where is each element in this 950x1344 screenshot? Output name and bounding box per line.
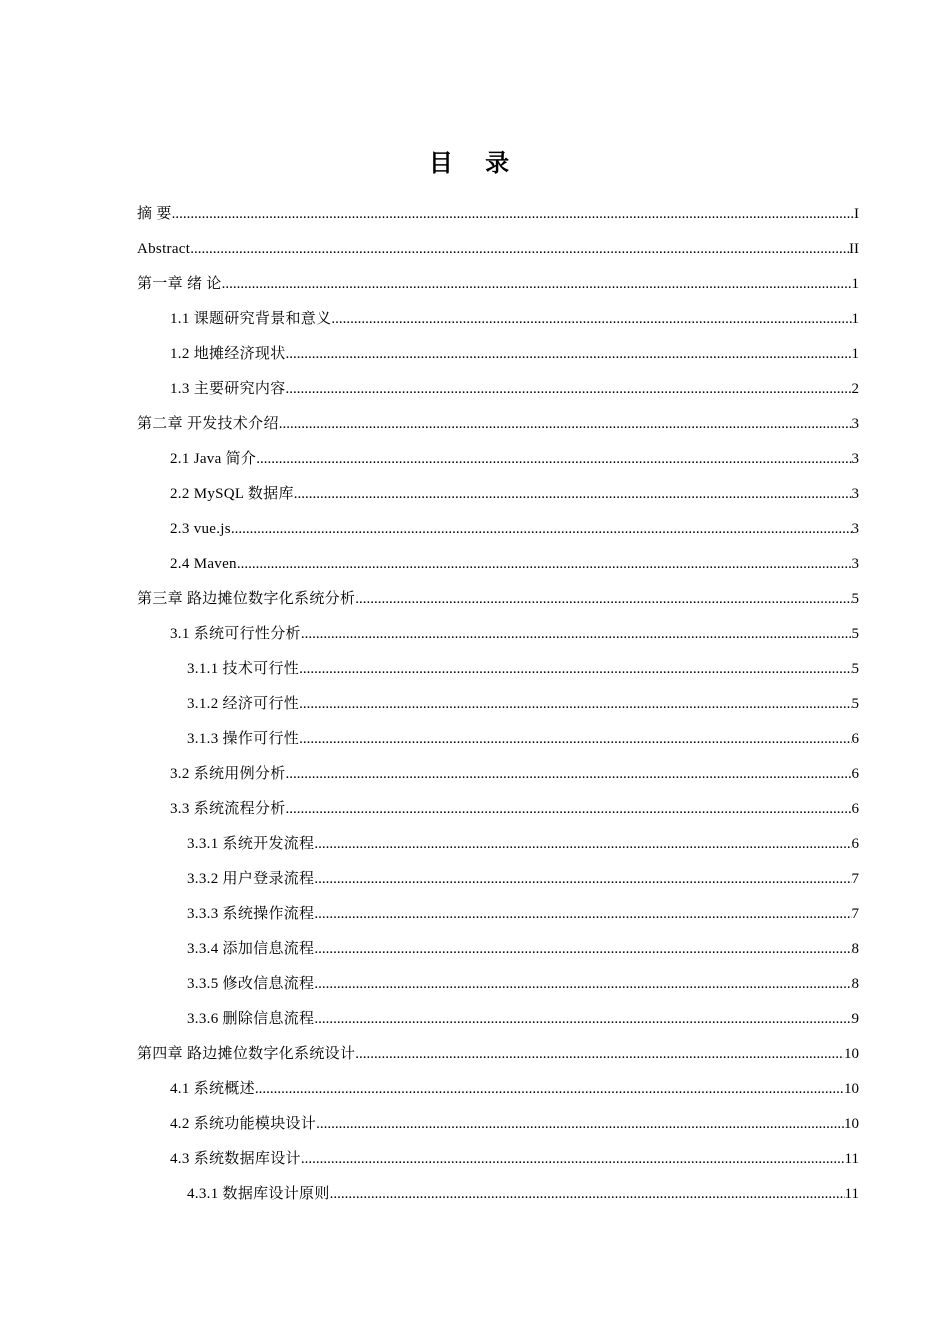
toc-entry[interactable] [137, 686, 859, 721]
toc-entry-label: 3.3.5 修改信息流程 [187, 975, 315, 992]
toc-dot-leader [314, 904, 851, 924]
toc-entry-page-number: 3 [851, 555, 859, 572]
toc-dot-leader [222, 274, 852, 294]
toc-entry-label: 3.1.2 经济可行性 [187, 695, 300, 712]
toc-dot-leader [172, 204, 854, 224]
toc-title: 目 录 [428, 149, 522, 177]
toc-dot-leader [355, 589, 851, 609]
toc-entry-label: 3.1 系统可行性分析 [170, 625, 301, 642]
toc-dot-leader [286, 764, 852, 784]
toc-entry-label: 1.2 地摊经济现状 [170, 345, 286, 362]
toc-entry-page-number: 1 [851, 345, 859, 362]
toc-dot-leader [314, 1009, 851, 1029]
toc-dot-leader [330, 1184, 845, 1204]
toc-entry[interactable] [137, 966, 859, 1001]
toc-entry[interactable] [137, 441, 859, 476]
toc-entry-label: 第二章 开发技术介绍 [137, 415, 279, 432]
toc-entry[interactable] [137, 791, 859, 826]
toc-entry-page-number: 10 [844, 1080, 859, 1097]
toc-entry-page-number: 8 [851, 940, 859, 957]
toc-dot-leader [355, 1044, 844, 1064]
toc-dot-leader [286, 799, 852, 819]
toc-entry[interactable] [137, 1176, 859, 1211]
toc-entry[interactable] [137, 896, 859, 931]
toc-dot-leader [255, 1079, 844, 1099]
toc-dot-leader [190, 239, 849, 259]
toc-entry-label: 第一章 绪 论 [137, 275, 222, 292]
toc-entry-page-number: 9 [851, 1010, 859, 1027]
toc-entry[interactable] [137, 196, 859, 231]
toc-dot-leader [301, 1149, 845, 1169]
toc-entry-label: 3.3 系统流程分析 [170, 800, 286, 817]
toc-entry[interactable] [137, 651, 859, 686]
toc-entry-page-number: 5 [851, 660, 859, 677]
toc-entry-page-number: 3 [851, 520, 859, 537]
toc-entry-page-number: 8 [851, 975, 859, 992]
toc-entry-page-number: 11 [844, 1185, 859, 1202]
toc-entry-label: Abstract [137, 240, 191, 257]
toc-entry[interactable] [137, 931, 859, 966]
toc-dot-leader [316, 1114, 844, 1134]
toc-entry-page-number: 11 [844, 1150, 859, 1167]
toc-entry[interactable] [137, 861, 859, 896]
toc-entry-page-number: II [849, 240, 859, 257]
toc-entry-page-number: 5 [851, 625, 859, 642]
toc-entry[interactable] [137, 546, 859, 581]
toc-entry[interactable] [137, 301, 859, 336]
toc-entry-page-number: 1 [851, 310, 859, 327]
toc-entry-page-number: I [854, 205, 859, 222]
toc-dot-leader [286, 344, 852, 364]
toc-dot-leader [314, 834, 851, 854]
toc-entry-label: 3.2 系统用例分析 [170, 765, 286, 782]
toc-entry-label: 3.1.1 技术可行性 [187, 660, 300, 677]
toc-dot-leader [294, 484, 852, 504]
toc-dot-leader [299, 659, 851, 679]
toc-entry[interactable] [137, 826, 859, 861]
toc-entry[interactable] [137, 1106, 859, 1141]
toc-entry-label: 2.2 MySQL 数据库 [170, 485, 294, 502]
toc-entry-label: 3.3.1 系统开发流程 [187, 835, 315, 852]
toc-entry[interactable] [137, 721, 859, 756]
toc-entry-page-number: 6 [851, 765, 859, 782]
toc-entry-label: 4.2 系统功能模块设计 [170, 1115, 317, 1132]
toc-entry[interactable] [137, 616, 859, 651]
toc-entry[interactable] [137, 371, 859, 406]
toc-dot-leader [231, 519, 852, 539]
toc-entry-page-number: 5 [851, 590, 859, 607]
toc-dot-leader [256, 449, 851, 469]
toc-entry[interactable] [137, 266, 859, 301]
toc-dot-leader [237, 554, 852, 574]
toc-entry-label: 2.1 Java 简介 [170, 450, 257, 467]
toc-entry-page-number: 2 [851, 380, 859, 397]
toc-entry-label: 4.3 系统数据库设计 [170, 1150, 301, 1167]
toc-entry[interactable] [137, 231, 859, 266]
toc-entry[interactable] [137, 1001, 859, 1036]
toc-entry[interactable] [137, 1036, 859, 1071]
toc-entry-label: 3.3.2 用户登录流程 [187, 870, 315, 887]
toc-entry-label: 2.3 vue.js [170, 520, 231, 537]
toc-entry-page-number: 3 [851, 485, 859, 502]
toc-entry-page-number: 3 [851, 450, 859, 467]
toc-list [137, 196, 859, 1211]
toc-dot-leader [279, 414, 852, 434]
toc-entry[interactable] [137, 756, 859, 791]
toc-dot-leader [301, 624, 852, 644]
toc-entry-label: 3.3.3 系统操作流程 [187, 905, 315, 922]
toc-entry[interactable] [137, 476, 859, 511]
toc-entry-page-number: 6 [851, 800, 859, 817]
toc-entry[interactable] [137, 511, 859, 546]
toc-entry-label: 1.1 课题研究背景和意义 [170, 310, 332, 327]
toc-entry[interactable] [137, 581, 859, 616]
toc-entry[interactable] [137, 336, 859, 371]
toc-dot-leader [286, 379, 852, 399]
toc-dot-leader [331, 309, 851, 329]
toc-entry-label: 3.3.4 添加信息流程 [187, 940, 315, 957]
toc-entry-page-number: 10 [844, 1045, 859, 1062]
toc-entry[interactable] [137, 1071, 859, 1106]
toc-entry[interactable] [137, 406, 859, 441]
toc-dot-leader [299, 729, 851, 749]
toc-entry-page-number: 3 [851, 415, 859, 432]
toc-entry[interactable] [137, 1141, 859, 1176]
toc-entry-page-number: 7 [851, 870, 859, 887]
toc-entry-page-number: 7 [851, 905, 859, 922]
toc-entry-label: 3.3.6 删除信息流程 [187, 1010, 315, 1027]
toc-entry-label: 第三章 路边摊位数字化系统分析 [137, 590, 356, 607]
toc-entry-page-number: 10 [844, 1115, 859, 1132]
toc-entry-label: 2.4 Maven [170, 555, 237, 572]
toc-dot-leader [314, 869, 851, 889]
toc-entry-page-number: 6 [851, 835, 859, 852]
toc-entry-label: 4.3.1 数据库设计原则 [187, 1185, 330, 1202]
toc-entry-label: 4.1 系统概述 [170, 1080, 255, 1097]
toc-entry-label: 3.1.3 操作可行性 [187, 730, 300, 747]
toc-entry-label: 摘 要 [137, 205, 172, 222]
toc-dot-leader [299, 694, 851, 714]
toc-dot-leader [314, 974, 851, 994]
toc-entry-page-number: 1 [851, 275, 859, 292]
toc-entry-label: 1.3 主要研究内容 [170, 380, 286, 397]
toc-entry-label: 第四章 路边摊位数字化系统设计 [137, 1045, 356, 1062]
toc-entry-page-number: 6 [851, 730, 859, 747]
toc-dot-leader [314, 939, 851, 959]
toc-entry-page-number: 5 [851, 695, 859, 712]
